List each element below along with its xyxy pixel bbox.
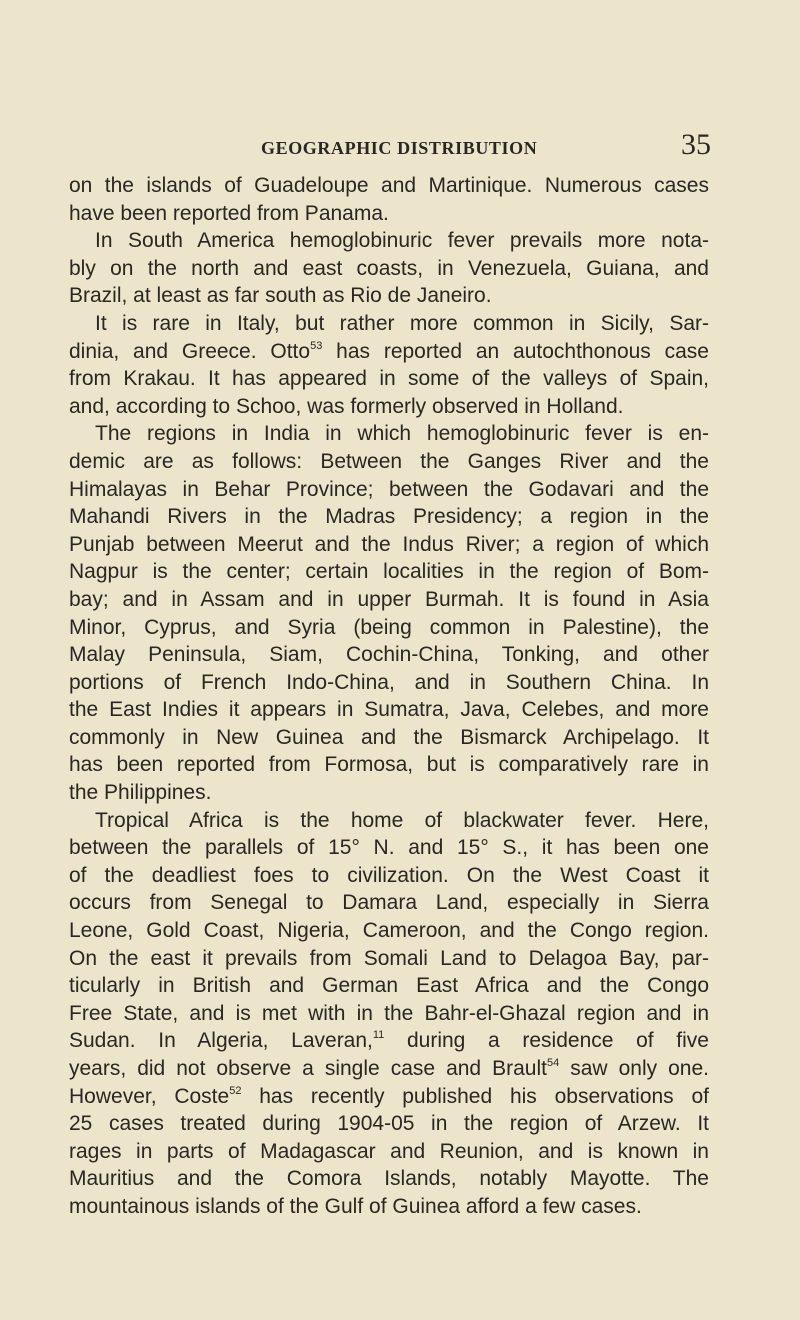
text-line	[69, 420, 709, 448]
line-text: Sudan. In Algeria, Laveran,	[69, 1029, 373, 1053]
line-text: Brazil, at least as far south as Rio de Janeiro.	[69, 284, 492, 308]
line-text: However, Coste	[69, 1084, 230, 1108]
line-text: ticularly in British and German East Africa and the Congo	[69, 974, 709, 998]
body-text	[69, 172, 709, 1221]
text-line	[69, 1055, 709, 1083]
text-line	[69, 807, 709, 835]
text-line	[69, 972, 709, 1000]
text-line	[69, 586, 709, 614]
line-text: Mauritius and the Comora Islands, notably Mayotte. The	[69, 1167, 709, 1191]
text-line	[69, 614, 709, 642]
text-line	[69, 531, 709, 559]
text-line	[69, 172, 709, 200]
line-text-continued: has recently published his observations of	[241, 1084, 709, 1108]
line-text: rages in parts of Madagascar and Reunion, and is known in	[69, 1139, 709, 1163]
page-number: 35	[681, 128, 711, 161]
text-line	[69, 779, 709, 807]
text-line	[69, 889, 709, 917]
line-text: 25 cases treated during 1904-05 in the region of Arzew. It	[69, 1112, 709, 1136]
line-text: It is rare in Italy, but rather more common in Sicily, Sar-	[95, 311, 709, 335]
text-line	[69, 310, 709, 338]
text-line	[69, 393, 709, 421]
footnote-reference: 11	[372, 1029, 385, 1042]
text-line	[69, 227, 709, 255]
line-text: portions of French Indo-China, and in Southern China. In	[69, 670, 709, 694]
line-text-continued: has reported an autochthonous case	[322, 339, 709, 363]
text-line	[69, 476, 709, 504]
line-text: mountainous islands of the Gulf of Guinea afford a few cases.	[69, 1194, 642, 1218]
line-text: from Krakau. It has appeared in some of the valleys of Spain,	[69, 367, 709, 391]
line-text: and, according to Schoo, was formerly observed in Holland.	[69, 394, 624, 418]
line-text: Tropical Africa is the home of blackwater fever. Here,	[95, 808, 709, 832]
line-text: has been reported from Formosa, but is comparatively rare in	[69, 753, 709, 777]
text-line	[69, 338, 709, 366]
line-text: commonly in New Guinea and the Bismarck Archipelago. It	[69, 725, 709, 749]
running-head: GEOGRAPHIC DISTRIBUTION	[261, 138, 538, 158]
line-text: On the east it prevails from Somali Land to Delagoa Bay, par-	[69, 946, 709, 970]
line-text: occurs from Senegal to Damara Land, especially in Sierra	[69, 891, 709, 915]
text-line	[69, 282, 709, 310]
footnote-reference: 52	[229, 1084, 242, 1097]
text-line	[69, 917, 709, 945]
line-text: Nagpur is the center; certain localities in the region of Bom-	[69, 560, 709, 584]
line-text: bay; and in Assam and in upper Burmah. It is found in Asia	[69, 587, 709, 611]
text-line	[69, 503, 709, 531]
text-line	[69, 751, 709, 779]
text-line	[69, 724, 709, 752]
line-text: between the parallels of 15° N. and 15° S., it has been one	[69, 836, 709, 860]
text-line	[69, 1193, 709, 1221]
text-line	[69, 1165, 709, 1193]
text-line	[69, 1138, 709, 1166]
footnote-reference: 54	[546, 1057, 560, 1069]
text-line	[69, 669, 709, 697]
text-line	[69, 200, 709, 228]
text-line	[69, 448, 709, 476]
line-text: the Philippines.	[69, 781, 212, 805]
line-text: bly on the north and east coasts, in Venezuela, Guiana, and	[69, 256, 709, 280]
line-text: The regions in India in which hemoglobinuric fever is en-	[95, 422, 709, 446]
line-text-continued: during a residence of five	[384, 1029, 709, 1053]
text-line	[69, 696, 709, 724]
text-line	[69, 365, 709, 393]
line-text: Free State, and is met with in the Bahr-el-Ghazal region and in	[69, 1001, 709, 1025]
line-text: Punjab between Meerut and the Indus River; a region of which	[69, 532, 709, 556]
text-line	[69, 1110, 709, 1138]
line-text: the East Indies it appears in Sumatra, Java, Celebes, and more	[69, 698, 709, 722]
text-line	[69, 1083, 709, 1111]
line-text: years, did not observe a single case and Brault	[69, 1057, 547, 1080]
text-line	[69, 641, 709, 669]
text-line	[69, 255, 709, 283]
line-text: of the deadliest foes to civilization. On the West Coast it	[69, 863, 709, 887]
line-text: In South America hemoglobinuric fever prevails more nota-	[95, 229, 709, 253]
line-text-continued: saw only one.	[559, 1057, 709, 1080]
text-line	[69, 862, 709, 890]
text-line	[69, 945, 709, 973]
text-line	[69, 558, 709, 586]
line-text: Leone, Gold Coast, Nigeria, Cameroon, and the Congo region.	[69, 919, 709, 943]
line-text: Himalayas in Behar Province; between the Godavari and the	[69, 477, 709, 501]
text-line	[69, 834, 709, 862]
line-text: on the islands of Guadeloupe and Martinique. Numerous cases	[69, 174, 709, 197]
line-text: Malay Peninsula, Siam, Cochin-China, Tonking, and other	[69, 643, 709, 667]
line-text: have been reported from Panama.	[69, 201, 389, 225]
text-line	[69, 1027, 709, 1055]
line-text: demic are as follows: Between the Ganges River and the	[69, 449, 709, 473]
line-text: Mahandi Rivers in the Madras Presidency; a region in the	[69, 505, 709, 529]
line-text: dinia, and Greece. Otto	[69, 339, 311, 363]
text-line	[69, 1000, 709, 1028]
line-text: Minor, Cyprus, and Syria (being common in Palestine), the	[69, 615, 709, 639]
footnote-reference: 53	[310, 339, 323, 352]
